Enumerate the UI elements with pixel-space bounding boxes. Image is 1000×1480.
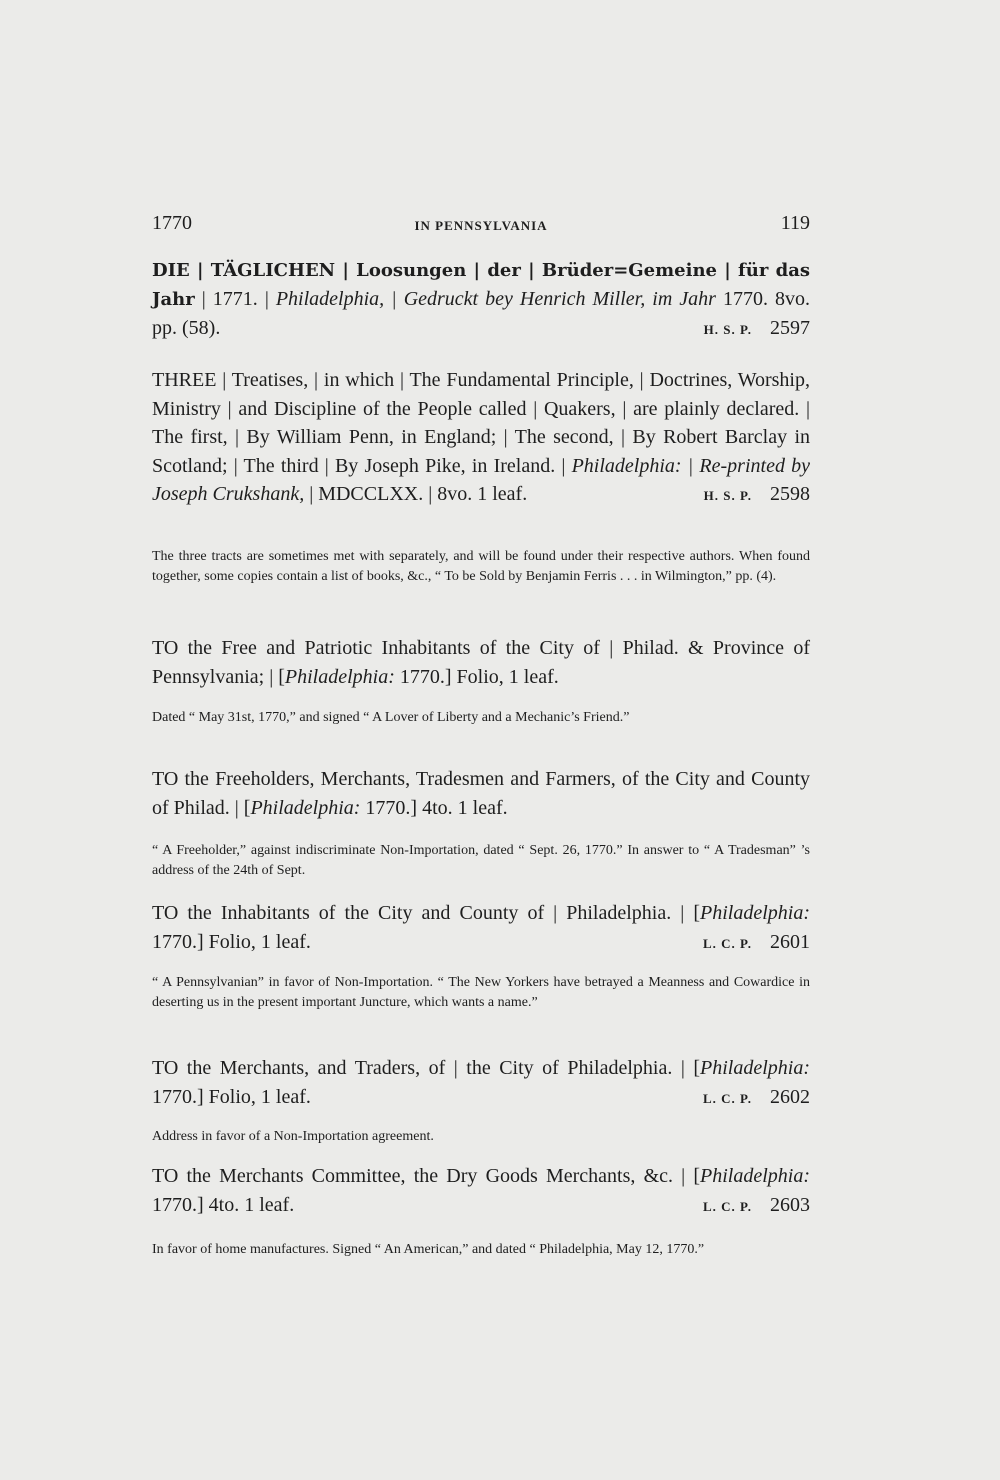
running-head-year: 1770 <box>152 212 192 234</box>
page-number: 119 <box>780 212 810 234</box>
entry-text: | 1771. | <box>194 288 276 310</box>
entry-2597 <box>152 256 810 344</box>
entry-text: TO the Merchants, and Traders, of | the City of Philadelphia. | [ <box>152 1057 701 1079</box>
entry-text-tail: 1770.] 4to. 1 leaf. <box>360 796 508 819</box>
entry-text: TO the Freeholders, Merchants, Tradesmen and Farmers, of the City and County of Philad. | [ <box>152 768 810 819</box>
entry-location <box>703 1191 810 1222</box>
entry-location <box>704 480 810 511</box>
entry-2601 <box>152 899 810 958</box>
entry-text: TO the Merchants Committee, the Dry Goods Merchants, &c. | [ <box>152 1165 701 1187</box>
library-code: L. C. P. <box>702 1090 752 1106</box>
entry-text-tail: 1770.] Folio, 1 leaf. <box>394 665 559 688</box>
entry-imprint: Philadelphia: | Re-printed by Joseph Crukshank, <box>152 454 810 505</box>
entry-note-2603: In favor of home manufactures. Signed “ An American,” and dated “ Philadelphia, May 12, 1770.” <box>152 1242 705 1257</box>
entry-text-tail: 1770.] Folio, 1 leaf. <box>152 1085 311 1108</box>
entry-number: 2603 <box>770 1193 810 1216</box>
entry-location <box>703 1083 810 1114</box>
entry-imprint: Philadelphia: <box>700 1165 810 1187</box>
entry-imprint: Philadelphia, | Gedruckt bey Henrich Miller, im Jahr <box>275 288 716 310</box>
entry-note-2601: “ A Pennsylvanian” in favor of Non-Importation. “ The New Yorkers have betrayed a Meanness and Cowardice in deserting us in the present important Juncture, which wants a name.” <box>152 975 810 1010</box>
entry-location <box>703 928 810 959</box>
entry-2602 <box>152 1054 810 1113</box>
entry-imprint: Philadelphia: <box>700 1057 810 1079</box>
entry-note-free-patriotic: Dated “ May 31st, 1770,” and signed “ A Lover of Liberty and a Mechanic’s Friend.” <box>152 710 630 725</box>
entry-text: TO the Free and Patriotic Inhabitants of the City of | Philad. & Province of Pennsylvania; | [ <box>152 637 810 688</box>
entry-text: TO the Inhabitants of the City and County of | Philadelphia. | [ <box>152 902 701 924</box>
running-head <box>152 212 810 242</box>
entry-freeholders <box>152 765 810 822</box>
entry-text: THREE | Treatises, | in which | The Fundamental Principle, | Doctrines, Worship, Ministry | and Discipline of the People called | Quakers, | are plainly declared. | The first, | By William Penn, in England; | The second, | By Robert Barclay in Scotland; | The third | By Joseph Pike, in Ireland. | <box>152 369 810 477</box>
library-code: L. C. P. <box>702 935 752 951</box>
library-code: H. S. P. <box>703 488 752 503</box>
book-page <box>152 0 810 1480</box>
entry-number: 2598 <box>770 483 810 505</box>
entry-2603 <box>152 1162 810 1221</box>
entry-free-patriotic-inhabitants <box>152 634 810 691</box>
blackletter-title: DIE | TÄGLICHEN | Loosungen | der | Brüder=Gemeine | für das Jahr <box>152 260 810 310</box>
entry-number: 2597 <box>770 317 810 339</box>
entry-text-tail: 1770. 8vo. pp. (58). <box>152 288 810 339</box>
entry-location <box>704 314 810 344</box>
entry-number: 2601 <box>770 930 810 953</box>
entry-text-tail: 1770.] 4to. 1 leaf. <box>152 1193 295 1216</box>
entry-imprint: Philadelphia: <box>284 665 395 688</box>
entry-note-2598: The three tracts are sometimes met with separately, and will be found under their respective authors. When found together, some copies contain a list of books, &c., “ To be Sold by Benjamin Ferris . . . in Wilmington,” pp. (4). <box>152 549 810 584</box>
entry-imprint: Philadelphia: <box>250 796 361 819</box>
entry-text-tail: 1770.] Folio, 1 leaf. <box>152 930 311 953</box>
entry-note-freeholders: “ A Freeholder,” against indiscriminate Non-Importation, dated “ Sept. 26, 1770.” In answer to “ A Tradesman” ’s address of the 24th of Sept. <box>152 843 810 878</box>
library-code: H. S. P. <box>703 322 752 337</box>
entry-text-tail: | MDCCLXX. | 8vo. 1 leaf. <box>304 483 528 505</box>
entry-2598 <box>152 366 810 511</box>
entry-number: 2602 <box>770 1085 810 1108</box>
entry-note-2602: Address in favor of a Non-Importation agreement. <box>152 1129 434 1144</box>
entry-imprint: Philadelphia: <box>700 902 810 924</box>
running-head-title: IN PENNSYLVANIA <box>414 218 548 233</box>
library-code: L. C. P. <box>702 1198 752 1214</box>
